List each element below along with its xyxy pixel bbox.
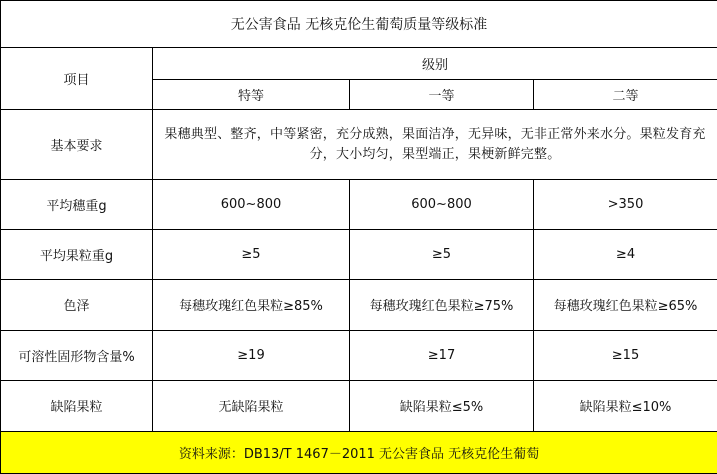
- table-row: [1, 179, 717, 229]
- row-label-color: 色泽: [1, 279, 153, 330]
- basic-requirement-text: 果穗典型、整齐，中等紧密，充分成熟，果面洁净，无异味，无非正常外来水分。果粒发育充分，大小均匀，果型端正，果梗新鲜完整。: [153, 110, 717, 179]
- table-row: [1, 229, 717, 279]
- cell-avg-berry-weight-second: ≥4: [534, 229, 717, 279]
- tier-second: 二等: [534, 79, 717, 110]
- row-label-basic: 基本要求: [1, 110, 153, 179]
- item-header: 项目: [1, 47, 153, 109]
- table-title: 无公害食品 无核克伦生葡萄质量等级标准: [1, 1, 717, 48]
- grade-header: 级别: [153, 47, 717, 79]
- cell-avg-berry-weight-special: ≥5: [153, 229, 350, 279]
- cell-color-second: 每穗玫瑰红色果粒≥65%: [534, 279, 717, 330]
- table-row: [1, 330, 717, 380]
- tier-special: 特等: [153, 79, 350, 110]
- row-label-avg-berry-weight: 平均果粒重g: [1, 229, 153, 279]
- cell-avg-cluster-weight-special: 600~800: [153, 179, 350, 229]
- cell-avg-cluster-weight-first: 600~800: [350, 179, 534, 229]
- cell-avg-berry-weight-first: ≥5: [350, 229, 534, 279]
- cell-color-special: 每穗玫瑰红色果粒≥85%: [153, 279, 350, 330]
- cell-soluble-solids-special: ≥19: [153, 330, 350, 380]
- cell-avg-cluster-weight-second: >350: [534, 179, 717, 229]
- table-row: [1, 110, 717, 179]
- table-row: [1, 279, 717, 330]
- table-row: [1, 380, 717, 431]
- cell-color-first: 每穗玫瑰红色果粒≥75%: [350, 279, 534, 330]
- row-label-soluble-solids: 可溶性固形物含量%: [1, 330, 153, 380]
- source-note: 资料来源：DB13/T 1467－2011 无公害食品 无核克伦生葡萄: [1, 432, 717, 474]
- cell-defective-berries-second: 缺陷果粒≤10%: [534, 380, 717, 431]
- row-label-avg-cluster-weight: 平均穗重g: [1, 179, 153, 229]
- tier-first: 一等: [350, 79, 534, 110]
- cell-defective-berries-first: 缺陷果粒≤5%: [350, 380, 534, 431]
- cell-soluble-solids-second: ≥15: [534, 330, 717, 380]
- row-label-defective-berries: 缺陷果粒: [1, 380, 153, 431]
- cell-soluble-solids-first: ≥17: [350, 330, 534, 380]
- cell-defective-berries-special: 无缺陷果粒: [153, 380, 350, 431]
